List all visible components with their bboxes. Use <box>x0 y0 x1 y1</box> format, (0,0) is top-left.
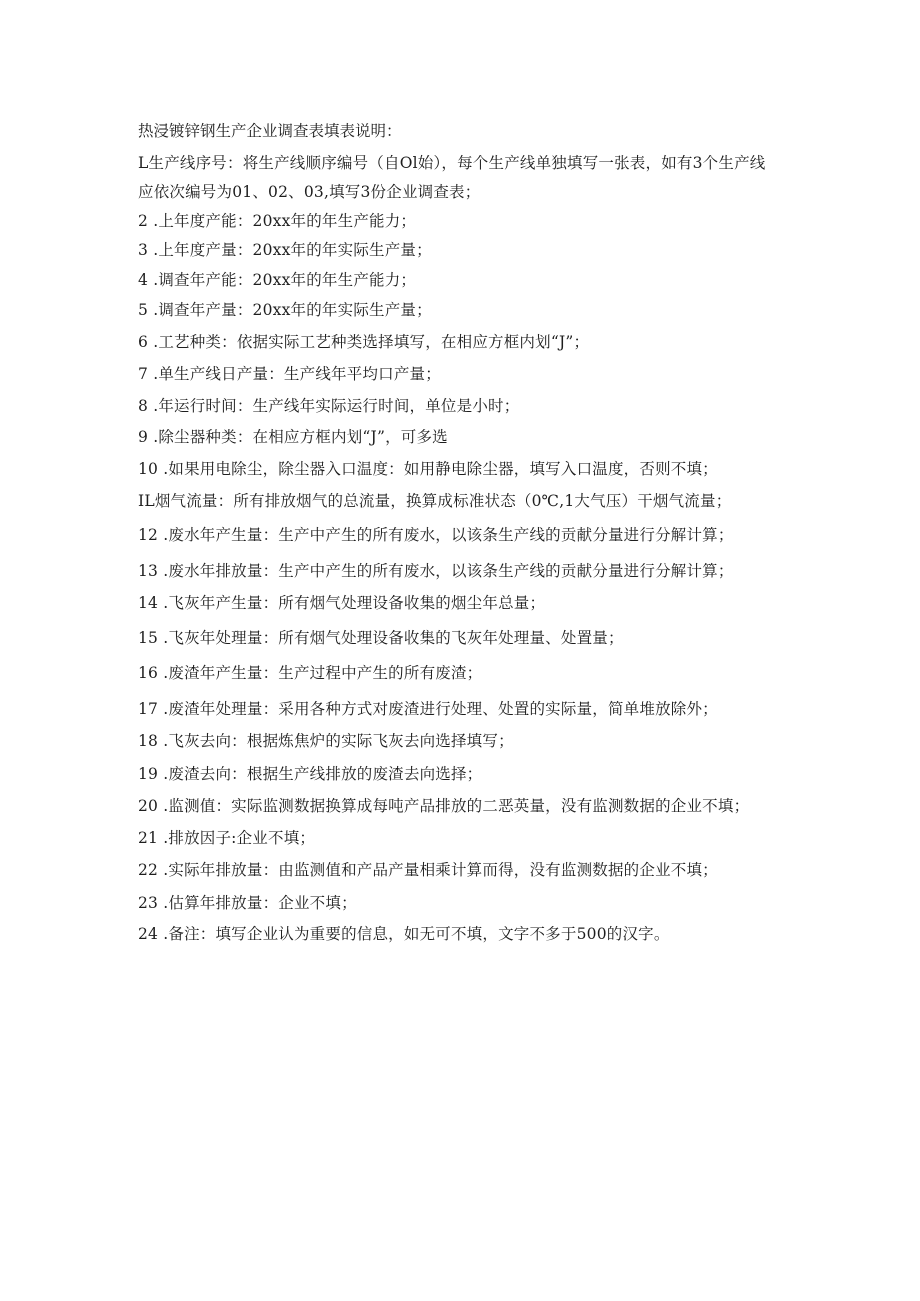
instruction-line-18: 18 .飞灰去向：根据炼焦炉的实际飞灰去向选择填写； <box>138 732 514 750</box>
instruction-line-24: 24 .备注：填写企业认为重要的信息，如无可不填，文字不多于500的汉字。 <box>138 925 670 943</box>
instruction-line-1: L生产线序号：将生产线顺序编号（自Ol始），每个生产线单独填写一张表，如有3个生产线 <box>138 154 766 172</box>
instruction-line-22: 22 .实际年排放量：由监测值和产品产量相乘计算而得，没有监测数据的企业不填； <box>138 861 718 879</box>
instruction-line-12: 12 .废水年产生量：生产中产生的所有废水，以该条生产线的贡献分量进行分解计算； <box>138 526 734 544</box>
instruction-line-23: 23 .估算年排放量：企业不填； <box>138 894 357 912</box>
document-title: 热浸镀锌钢生产企业调查表填表说明： <box>138 122 402 140</box>
instruction-line-16: 16 .废渣年产生量：生产过程中产生的所有废渣； <box>138 664 483 682</box>
instruction-line-7: 7 .单生产线日产量：生产线年平均口产量； <box>138 365 441 383</box>
instruction-line-3: 3 .上年度产量：20xx年的年实际生产量； <box>138 241 432 259</box>
instruction-line-21: 21 .排放因子:企业不填； <box>138 829 316 847</box>
instruction-line-17: 17 .废渣年处理量：采用各种方式对废渣进行处理、处置的实际量，简单堆放除外； <box>138 700 718 718</box>
instruction-line-8: 8 .年运行时间：生产线年实际运行时间，单位是小时； <box>138 397 520 415</box>
instruction-line-9: 9 .除尘器种类：在相应方框内划“J”，可多选 <box>138 428 448 446</box>
instruction-line-2: 2 .上年度产能：20xx年的年生产能力； <box>138 212 417 230</box>
instruction-line-5: 5 .调查年产量：20xx年的年实际生产量； <box>138 301 432 319</box>
instruction-line-13: 13 .废水年排放量：生产中产生的所有废水，以该条生产线的贡献分量进行分解计算； <box>138 562 734 580</box>
instruction-line-10: 10 .如果用电除尘，除尘器入口温度：如用静电除尘器，填写入口温度，否则不填； <box>138 460 718 478</box>
instruction-line-11: IL烟气流量：所有排放烟气的总流量，换算成标准状态（0℃,1大气压）干烟气流量； <box>138 492 732 510</box>
instruction-line-20: 20 .监测值：实际监测数据换算成每吨产品排放的二恶英量，没有监测数据的企业不填； <box>138 797 750 815</box>
instruction-line-19: 19 .废渣去向：根据生产线排放的废渣去向选择； <box>138 765 483 783</box>
instruction-line-4: 4 .调查年产能：20xx年的年生产能力； <box>138 271 417 289</box>
instruction-line-1-continued: 应依次编号为01、02、03,填写3份企业调查表； <box>138 183 481 201</box>
instruction-line-14: 14 .飞灰年产生量：所有烟气处理设备收集的烟尘年总量； <box>138 594 546 612</box>
instruction-line-15: 15 .飞灰年处理量：所有烟气处理设备收集的飞灰年处理量、处置量； <box>138 629 624 647</box>
instruction-line-6: 6 .工艺种类：依据实际工艺种类选择填写，在相应方框内划“J”； <box>138 333 590 351</box>
